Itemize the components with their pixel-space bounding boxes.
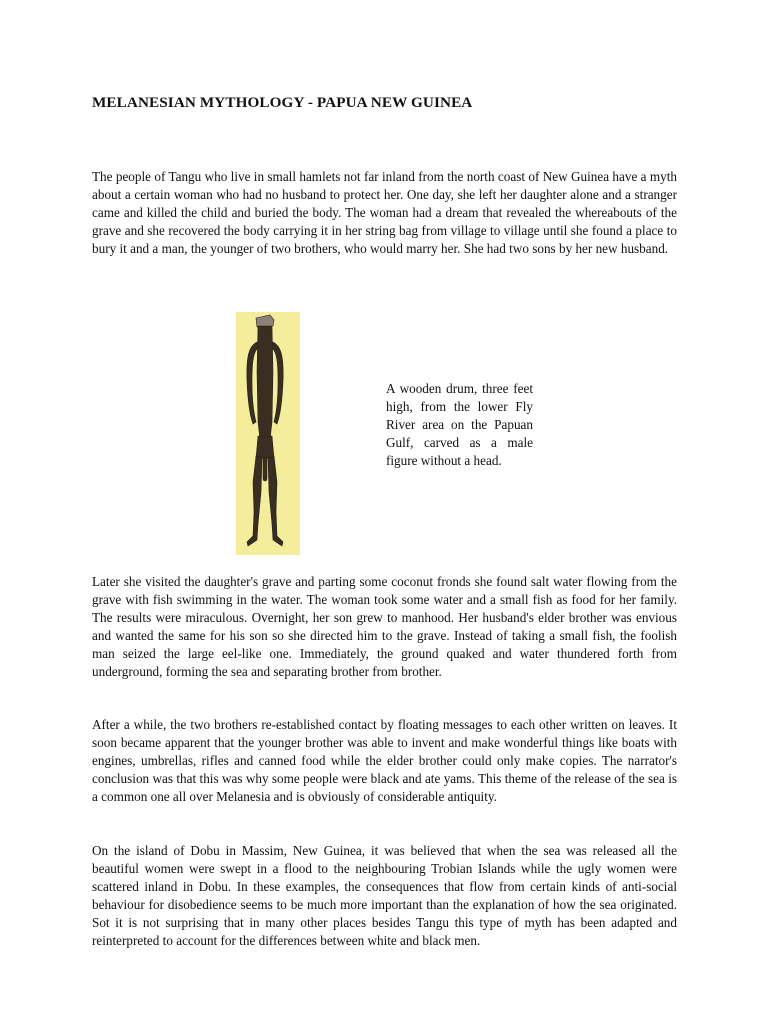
paragraph-4: On the island of Dobu in Massim, New Guinea, it was believed that when the sea was released all the beautiful women were swept in a flood to the neighbouring Trobian Islands while the ugly women were scattered inland in Dobu. In these examples, the consequences that flow from certain kinds of anti-social behaviour for disobedience seems to be much more important than the explanation of how the sea originated. Sot it is not surprising that in many other places besides Tangu this type of myth has been adapted and reinterpreted to account for the differences between white and black men. bbox=[92, 843, 677, 948]
paragraph-3: After a while, the two brothers re-established contact by floating messages to each other written on leaves. It soon became apparent that the younger brother was able to invent and make wonderful things like boats with engines, umbrellas, rifles and canned food while the elder brother could only make copies. The narrator's conclusion was that this was why some people were black and ate yams. This theme of the release of the sea is a common one all over Melanesia and is obviously of considerable antiquity. bbox=[92, 717, 677, 804]
paragraph-1: The people of Tangu who live in small hamlets not far inland from the north coast of New Guinea have a myth about a certain woman who had no husband to protect her. One day, she left her daughter alone and a stranger came and killed the child and buried the body. The woman had a dream that revealed the whereabouts of the grave and she recovered the body carrying it in her string bag from village to village until she found a place to bury it and a man, the younger of two brothers, who would marry her. She had two sons by her new husband. bbox=[92, 169, 677, 256]
page-title: MELANESIAN MYTHOLOGY - PAPUA NEW GUINEA bbox=[92, 94, 473, 111]
paragraph-2: Later she visited the daughter's grave and parting some coconut fronds she found salt water flowing from the grave with fish swimming in the water. The woman took some water and a small fish as food for her family. The results were miraculous. Overnight, her son grew to manhood. Her husband's elder brother was envious and wanted the same for his son so she directed him to the grave. Instead of taking a small fish, the foolish man seized the large eel-like one. Immediately, the ground quaked and water thundered forth from underground, forming the sea and separating brother from brother. bbox=[92, 574, 677, 679]
figure-caption: A wooden drum, three feet high, from the lower Fly River area on the Papuan Gulf, carved as a male figure without a head. bbox=[386, 381, 533, 468]
wooden-drum-figure-image bbox=[236, 312, 300, 555]
wooden-drum-figure-drawing bbox=[236, 312, 300, 555]
